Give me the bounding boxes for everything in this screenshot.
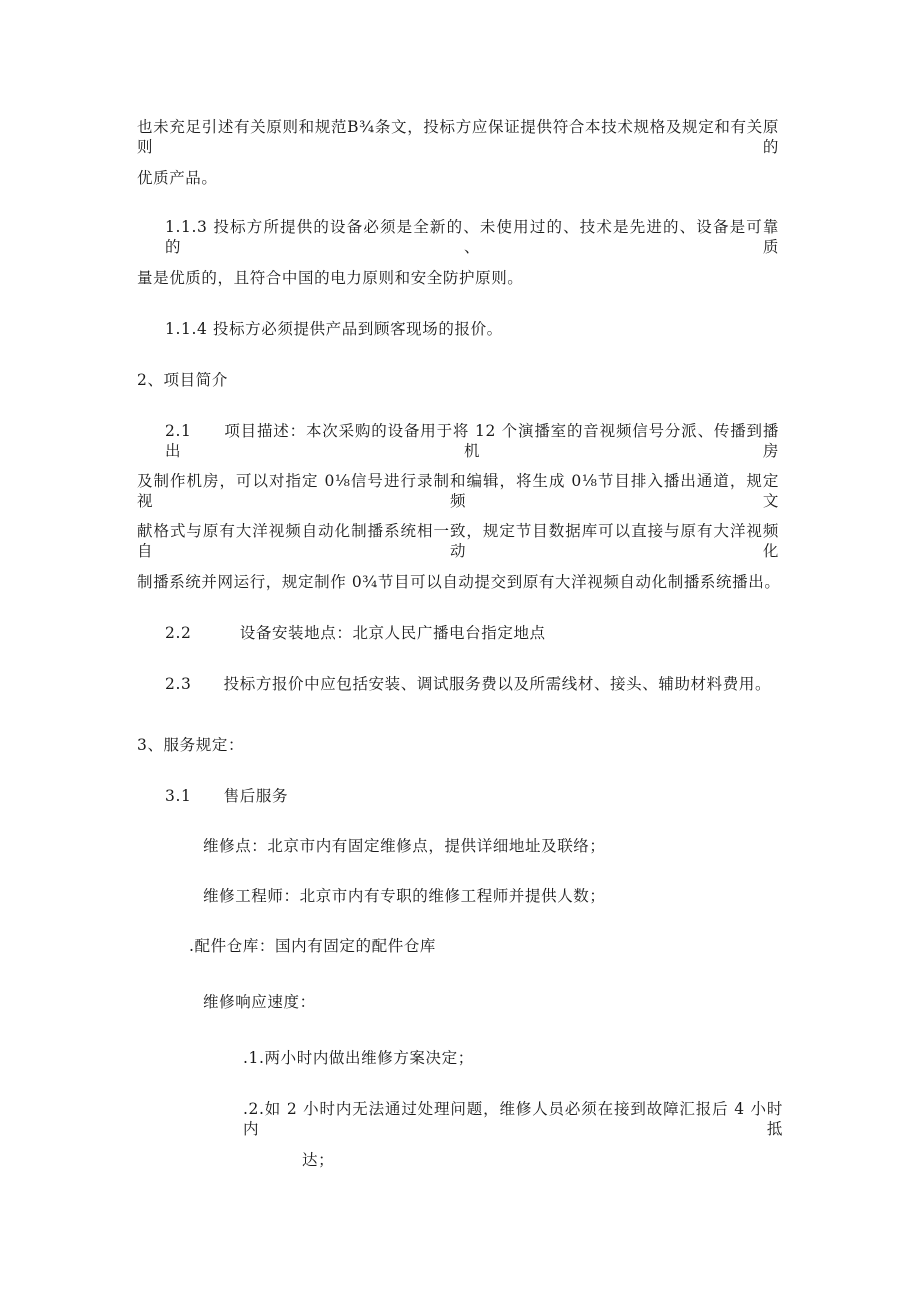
service-item-repair-point: 维修点：北京市内有固定维修点，提供详细地址及联络； bbox=[203, 837, 606, 855]
section-heading-2: 2、项目简介 bbox=[137, 371, 228, 389]
paragraph-line: 制播系统并网运行，规定制作 0¾节目可以自动提交到原有大洋视频自动化制播系统播出。 bbox=[137, 573, 781, 591]
paragraph-line: 量是优质的，且符合中国的电力原则和安全防护原则。 bbox=[137, 269, 524, 287]
response-item-2-cont: 达； bbox=[302, 1151, 335, 1169]
clause-2-2: 2.2 设备安装地点：北京人民广播电台指定地点 bbox=[165, 624, 546, 642]
service-item-response-speed: 维修响应速度： bbox=[203, 993, 316, 1011]
section-heading-3: 3、服务规定： bbox=[137, 736, 245, 754]
clause-1-1-4: 1.1.4 投标方必须提供产品到顾客现场的报价。 bbox=[165, 320, 503, 338]
service-item-engineer: 维修工程师：北京市内有专职的维修工程师并提供人数； bbox=[203, 887, 606, 905]
clause-1-1-3: 1.1.3 投标方所提供的设备必须是全新的、未使用过的、技术是先进的、设备是可靠的、质 bbox=[165, 218, 779, 256]
paragraph-line: 也未充足引述有关原则和规范B¾条文，投标方应保证提供符合本技术规格及规定和有关原则的 bbox=[137, 118, 779, 156]
paragraph-line: 献格式与原有大洋视频自动化制播系统相一致，规定节目数据库可以直接与原有大洋视频自动化 bbox=[137, 522, 779, 560]
paragraph-line: 优质产品。 bbox=[137, 169, 218, 187]
clause-3-1: 3.1 售后服务 bbox=[165, 787, 289, 805]
paragraph-line: 及制作机房，可以对指定 0⅛信号进行录制和编辑，将生成 0⅛节目排入播出通道，规定视频文 bbox=[137, 472, 779, 510]
clause-2-1: 2.1 项目描述：本次采购的设备用于将 12 个演播室的音视频信号分派、传播到播出机房 bbox=[165, 422, 779, 460]
clause-2-3: 2.3 投标方报价中应包括安装、调试服务费以及所需线材、接头、辅助材料费用。 bbox=[165, 675, 772, 693]
response-item-1: .1.两小时内做出维修方案决定； bbox=[243, 1049, 474, 1067]
service-item-parts-warehouse: .配件仓库：国内有固定的配件仓库 bbox=[189, 937, 437, 955]
response-item-2: .2.如 2 小时内无法通过处理问题，维修人员必须在接到故障汇报后 4 小时内抵 bbox=[243, 1100, 783, 1138]
